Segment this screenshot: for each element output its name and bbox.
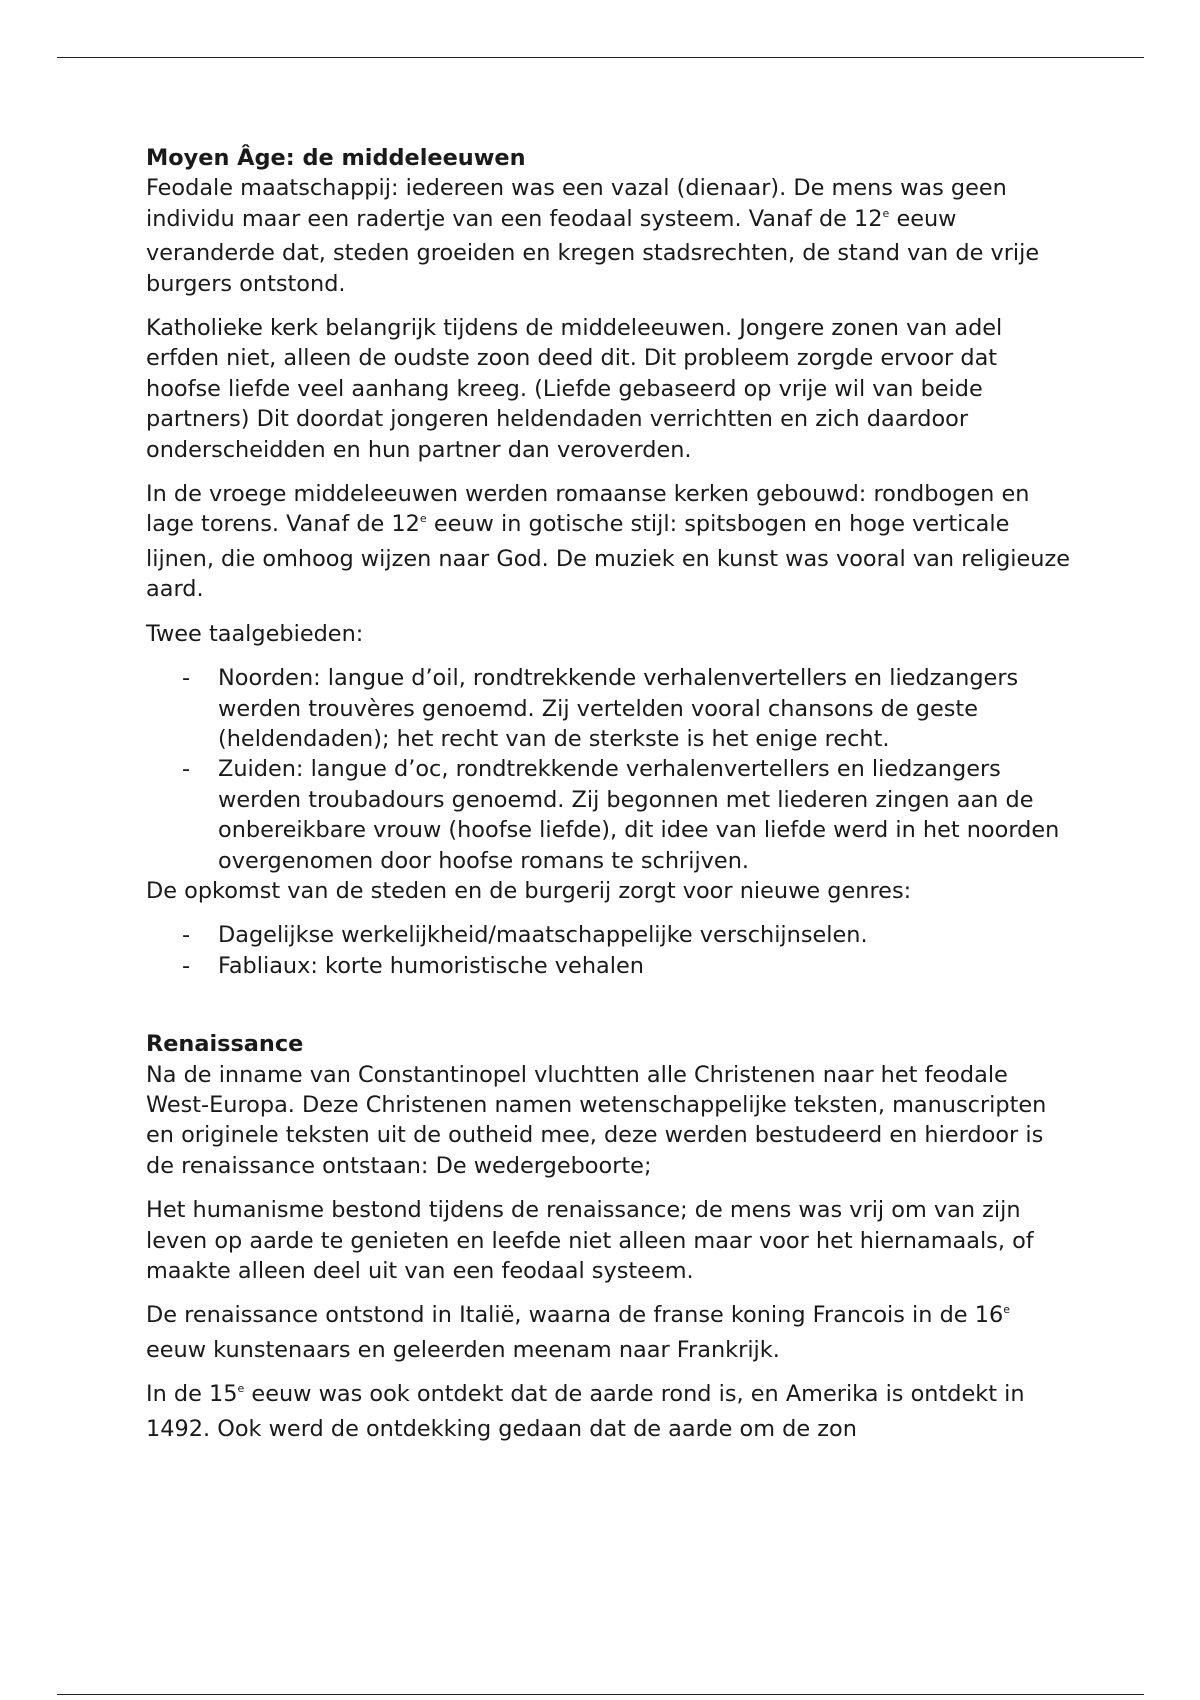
- paragraph-italie: De renaissance ontstond in Italië, waarna de franse koning Francois in de 16e eeuw kunstenaars en geleerden meenam naar Frankrijk.: [146, 1302, 1010, 1363]
- list-item: - Noorden: langue d’oil, rondtrekkende verhalenvertellers en liedzangers werden trouvères genoemd. Zij vertelden vooral chansons de geste (heldendaden); het recht van de sterkste is het enige recht.: [182, 665, 1019, 752]
- taalgebieden-list: [146, 663, 1076, 876]
- paragraph-kerken-bouwstijl: In de vroege middeleeuwen werden romaanse kerken gebouwd: rondbogen en lage torens. Vanaf de 12e eeuw in gotische stijl: spitsbogen en hoge verticale lijnen, die omhoog wijzen naar God. De muziek en kunst was vooral van religieuze aard.: [146, 481, 1070, 603]
- section-heading-renaissance: Renaissance: [146, 1031, 304, 1058]
- paragraph-feodale-maatschappij: Feodale maatschappij: iedereen was een vazal (dienaar). De mens was geen individu maar een radertje van een feodaal systeem. Vanaf de 12e eeuw veranderde dat, steden groeiden en kregen stadsrechten, de stand van de vrije burgers ontstond.: [146, 175, 1040, 297]
- paragraph-katholieke-kerk: Katholieke kerk belangrijk tijdens de middeleeuwen. Jongere zonen van adel erfden niet, alleen de oudste zoon deed dit. Dit probleem zorgde ervoor dat hoofse liefde veel aanhang kreeg. (Liefde gebaseerd op vrije wil van beide partners) Dit doordat jongeren heldendaden verrichtten en zich daardoor onderscheidden en hun partner dan veroverden.: [146, 315, 1003, 463]
- document-body: [146, 143, 1076, 1444]
- list-item: - Zuiden: langue d’oc, rondtrekkende verhalenvertellers en liedzangers werden troubadours genoemd. Zij begonnen met liederen zingen aan de onbereikbare vrouw (hoofse liefde), dit idee van liefde werd in het noorden overgenomen door hoofse romans te schrijven.: [182, 756, 1060, 874]
- section-heading-middeleeuwen: Moyen Âge: de middeleeuwen: [146, 145, 526, 171]
- paragraph-nieuwe-genres: De opkomst van de steden en de burgerij zorgt voor nieuwe genres:: [146, 877, 912, 904]
- paragraph-constantinopel: Na de inname van Constantinopel vluchtten alle Christenen naar het feodale West-Europa. Deze Christenen namen wetenschappelijke teksten, manuscripten en originele teksten uit de outheid mee, deze werden bestudeerd en hierdoor is de renaissance ontstaan: De wedergeboorte;: [146, 1061, 1047, 1179]
- paragraph-taalgebieden: Twee taalgebieden:: [146, 620, 364, 647]
- paragraph-ontdekkingen: In de 15e eeuw was ook ontdekt dat de aarde rond is, en Amerika is ontdekt in 1492. Ook werd de ontdekking gedaan dat de aarde om de zon: [146, 1381, 1025, 1442]
- section-spacer: [146, 981, 1076, 1029]
- header-rule: [57, 57, 1144, 58]
- paragraph-humanisme: Het humanisme bestond tijdens de renaissance; de mens was vrij om van zijn leven op aarde te genieten en leefde niet alleen maar voor het hiernamaals, of maakte alleen deel uit van een feodaal systeem.: [146, 1197, 1034, 1284]
- list-item: - Fabliaux: korte humoristische vehalen: [182, 952, 644, 979]
- list-item: - Dagelijkse werkelijkheid/maatschappelijke verschijnselen.: [182, 922, 868, 949]
- genres-list: [146, 920, 1076, 981]
- footer-rule: [57, 1694, 1144, 1695]
